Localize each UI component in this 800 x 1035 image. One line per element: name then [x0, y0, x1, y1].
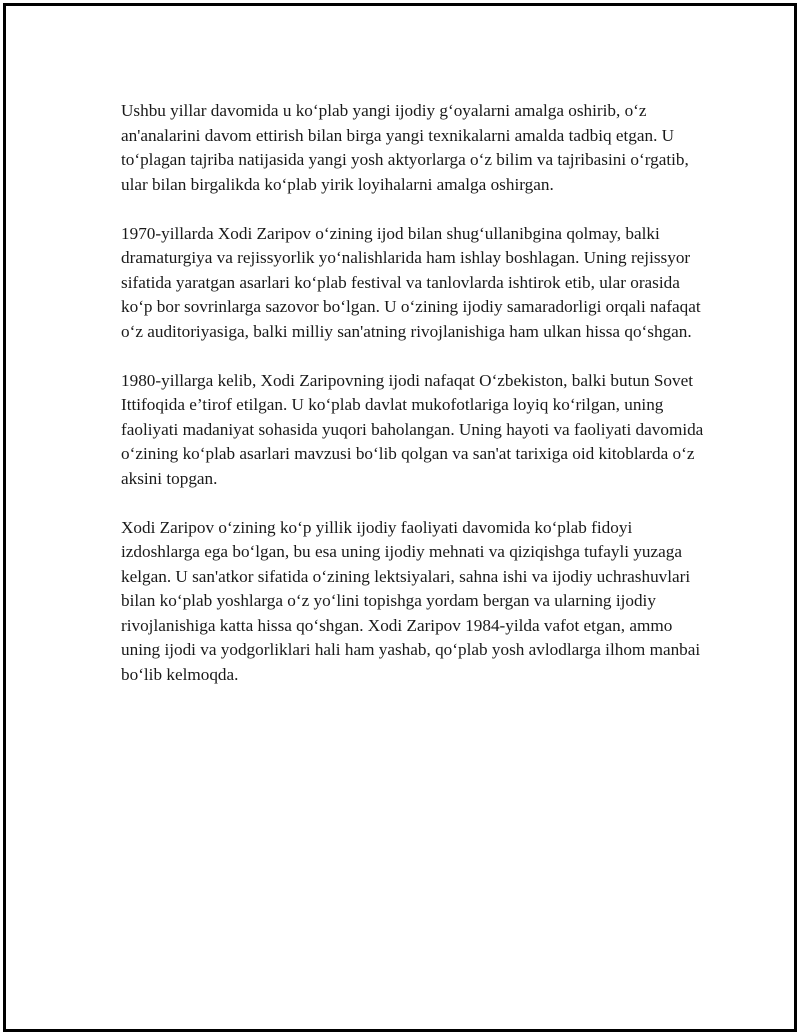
paragraph-1: Ushbu yillar davomida u ko‘plab yangi ijodiy g‘oyalarni amalga oshirib, o‘z an'analarini davom ettirish bilan birga yangi texnikalarni amalda tadbiq etgan. U to‘plagan tajriba natijasida yangi yosh aktyorlarga o‘z bilim va tajribasini o‘rgatib, ular bilan birgalikda ko‘plab yirik loyihalarni amalga oshirgan. [121, 101, 689, 194]
paragraph-2: 1970-yillarda Xodi Zaripov o‘zining ijod bilan shug‘ullanibgina qolmay, balki dramaturgiya va rejissyorlik yo‘nalishlarida ham ishlay boshlagan. Uning rejissyor sifatida yaratgan asarlari ko‘plab festival va tanlovlarda ishtirok etib, ular orasida ko‘p bor sovrinlarga sazovor bo‘lgan. U o‘zining ijodiy samaradorligi orqali nafaqat o‘z auditoriyasiga, balki milliy san'atning rivojlanishiga ham ulkan hissa qo‘shgan. [121, 223, 701, 341]
document-body [121, 99, 706, 712]
page-border [3, 3, 797, 1032]
paragraph-4: Xodi Zaripov o‘zining ko‘p yillik ijodiy faoliyati davomida ko‘plab fidoyi izdoshlarga ega bo‘lgan, bu esa uning ijodiy mehnati va qiziqishga tufayli yuzaga kelgan. U san'atkor sifatida o‘zining lektsiyalari, sahna ishi va ijodiy uchrashuvlari bilan ko‘plab yoshlarga o‘z yo‘lini topishga yordam bergan va ularning ijodiy rivojlanishiga katta hissa qo‘shgan. Xodi Zaripov 1984-yilda vafot etgan, ammo uning ijodi va yodgorliklari hali ham yashab, qo‘plab yosh avlodlarga ilhom manbai bo‘lib kelmoqda. [121, 517, 701, 684]
paragraph-3: 1980-yillarga kelib, Xodi Zaripovning ijodi nafaqat O‘zbekiston, balki butun Sovet Ittifoqida e’tirof etilgan. U ko‘plab davlat mukofotlariga loyiq ko‘rilgan, uning faoliyati madaniyat sohasida yuqori baholangan. Uning hayoti va faoliyati davomida o‘zining ko‘plab asarlari mavzusi bo‘lib qolgan va san'at tarixiga oid kitoblarda o‘z aksini topgan. [121, 370, 704, 488]
